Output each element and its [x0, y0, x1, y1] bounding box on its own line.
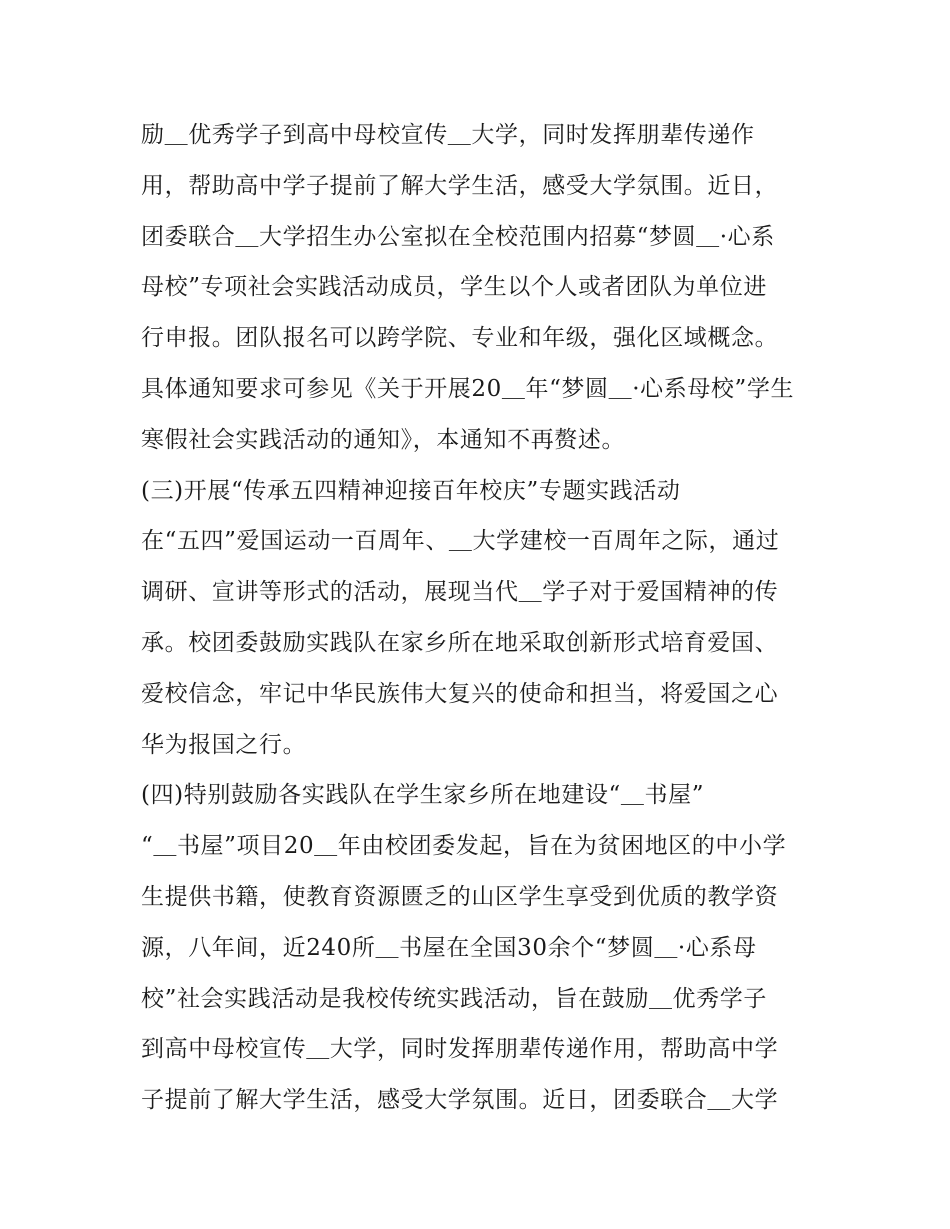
text-line: 用，帮助高中学子提前了解大学生活，感受大学氛围。近日， [141, 172, 779, 199]
text-line: 母校”专项社会实践活动成员，学生以个人或者团队为单位进 [141, 274, 767, 301]
text-line: 团委联合＿大学招生办公室拟在全校范围内招募“梦圆＿·心系 [141, 223, 775, 250]
text-line: 在“五四”爱国运动一百周年、＿大学建校一百周年之际，通过 [141, 528, 780, 555]
text-line: 到高中母校宣传＿大学，同时发挥朋辈传递作用，帮助高中学 [141, 1036, 779, 1063]
text-line: 调研、宣讲等形式的活动，展现当代＿学子对于爱国精神的传 [141, 579, 779, 606]
section-heading-3: (三)开展“传承五四精神迎接百年校庆”专题实践活动 [141, 477, 681, 504]
text-line: 行申报。团队报名可以跨学院、专业和年级，强化区域概念。 [141, 325, 779, 352]
text-line: 具体通知要求可参见《关于开展20＿年“梦圆＿·心系母校”学生 [141, 375, 795, 402]
section-heading-4: (四)特别鼓励各实践队在学生家乡所在地建设“＿书屋” [141, 782, 705, 809]
text-line: 励＿优秀学子到高中母校宣传＿大学，同时发挥朋辈传递作 [141, 122, 755, 148]
text-line: 生提供书籍，使教育资源匮乏的山区学生享受到优质的教学资 [141, 883, 779, 910]
text-line: 寒假社会实践活动的通知》，本通知不再赘述。 [141, 426, 626, 453]
text-line: 校”社会实践活动是我校传统实践活动，旨在鼓励＿优秀学子 [141, 985, 767, 1012]
text-line: 爱校信念，牢记中华民族伟大复兴的使命和担当，将爱国之心 [141, 680, 779, 707]
text-line: 源，八年间，近240所＿书屋在全国30余个“梦圆＿·心系母 [141, 934, 757, 961]
text-line: 承。校团委鼓励实践队在家乡所在地采取创新形式培育爱国、 [141, 629, 779, 656]
text-line: “＿书屋”项目20＿年由校团委发起，旨在为贫困地区的中小学 [141, 833, 787, 860]
text-line: 华为报国之行。 [141, 731, 307, 758]
document-body [141, 110, 821, 1126]
text-line: 子提前了解大学生活，感受大学氛围。近日，团委联合＿大学 [141, 1087, 779, 1114]
